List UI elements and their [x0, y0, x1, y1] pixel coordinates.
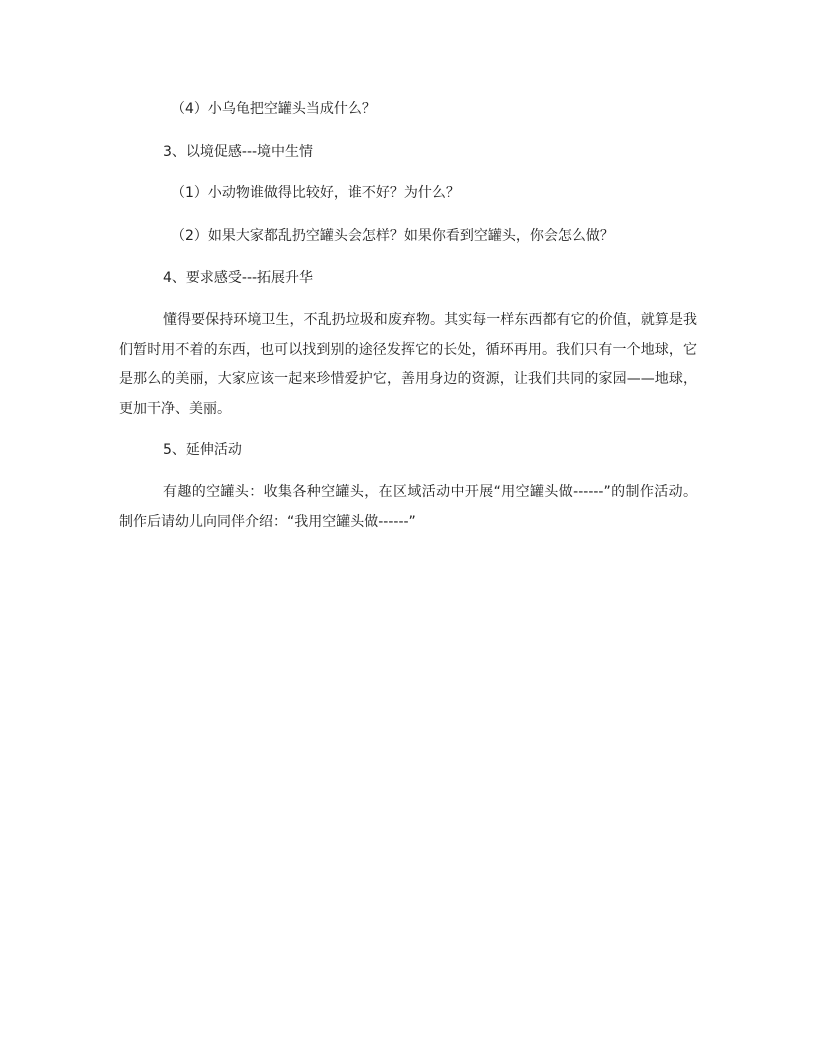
body-paragraph: 懂得要保持环境卫生，不乱扔垃圾和废弃物。其实每一样东西都有它的价值，就算是我们暂时用不着的东西，也可以找到别的途径发挥它的长处，循环再用。我们只有一个地球，它是那么的美丽，大家应该一起来珍惜爱护它，善用身边的资源，让我们共同的家园——地球，更加干净、美丽。 — [119, 312, 697, 417]
extension-paragraph: 有趣的空罐头：收集各种空罐头，在区域活动中开展“用空罐头做------”的制作活动。制作后请幼儿向同伴介绍：“我用空罐头做------” — [119, 484, 697, 530]
question-item-1: （1）小动物谁做得比较好，谁不好？为什么？ — [171, 185, 460, 201]
question-item-2: （2）如果大家都乱扔空罐头会怎样？如果你看到空罐头，你会怎么做？ — [171, 228, 614, 244]
section-heading-5: 5、延伸活动 — [163, 442, 242, 458]
section-heading-3: 3、以境促感---境中生情 — [163, 144, 314, 160]
question-item-4: （4）小乌龟把空罐头当成什么？ — [171, 101, 376, 117]
section-heading-4: 4、要求感受---拓展升华 — [163, 270, 314, 286]
